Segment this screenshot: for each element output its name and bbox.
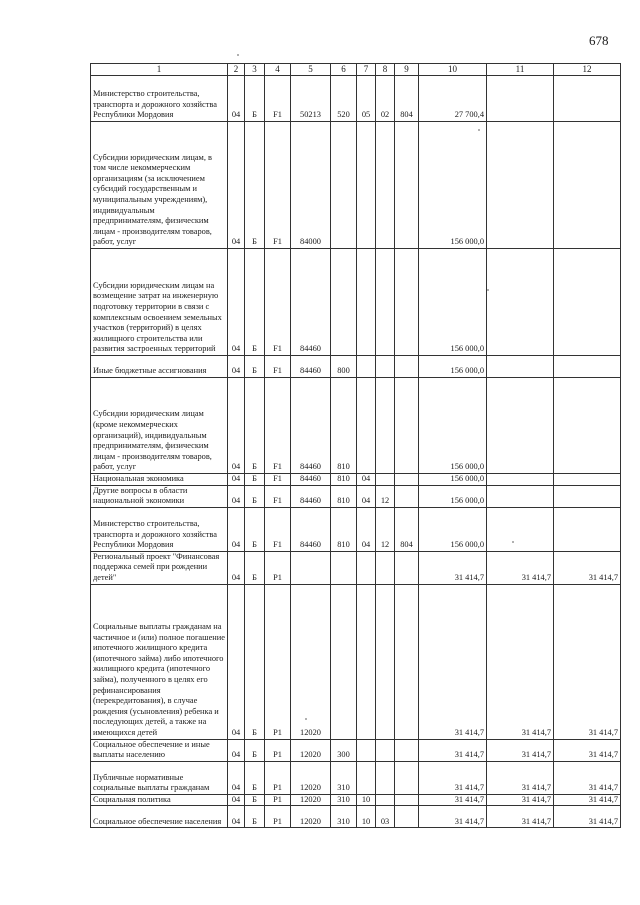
scan-speck	[512, 541, 514, 543]
table-row	[91, 356, 621, 378]
amount-cell: 31 414,7	[554, 551, 621, 584]
row-name-cell: Субсидии юридическим лицам, в том числе некоммерческим организациям (за исключением субсидий государственным и муниципальным учреждениям), индивидуальным предпринимателям, физическим лицам - производителям товаров, работ, услуг	[91, 122, 228, 249]
code-cell: 12020	[291, 794, 331, 806]
code-cell: 12020	[291, 761, 331, 794]
amount-cell: 31 414,7	[487, 739, 554, 761]
budget-table	[90, 63, 621, 828]
row-name-cell: Министерство строительства, транспорта и дорожного хозяйства Республики Мордовия	[91, 76, 228, 122]
amount-cell	[554, 122, 621, 249]
amount-cell: 31 414,7	[419, 806, 487, 828]
code-cell	[376, 551, 395, 584]
code-cell: 04	[228, 739, 245, 761]
table-row	[91, 507, 621, 551]
code-cell: Б	[245, 474, 265, 486]
amount-cell: 31 414,7	[487, 806, 554, 828]
header-cell: 3	[245, 64, 265, 76]
table-row	[91, 739, 621, 761]
code-cell: 300	[331, 739, 357, 761]
amount-cell	[554, 474, 621, 486]
code-cell	[376, 474, 395, 486]
code-cell: Б	[245, 739, 265, 761]
code-cell: 04	[357, 474, 376, 486]
amount-cell	[487, 474, 554, 486]
code-cell	[331, 584, 357, 739]
amount-cell	[487, 378, 554, 474]
row-name-cell: Социальное обеспечение и иные выплаты населению	[91, 739, 228, 761]
scan-speck	[305, 718, 307, 720]
amount-cell: 156 000,0	[419, 485, 487, 507]
row-name-cell: Социальная политика	[91, 794, 228, 806]
code-cell	[376, 122, 395, 249]
page-number: 678	[589, 33, 609, 48]
table-body	[91, 64, 621, 828]
amount-cell: 31 414,7	[419, 584, 487, 739]
code-cell: 50213	[291, 76, 331, 122]
amount-cell: 31 414,7	[419, 551, 487, 584]
code-cell: 12	[376, 507, 395, 551]
code-cell	[357, 761, 376, 794]
scan-speck	[487, 289, 489, 291]
table-row	[91, 249, 621, 356]
code-cell: 12020	[291, 584, 331, 739]
code-cell: 84460	[291, 474, 331, 486]
code-cell: 12020	[291, 739, 331, 761]
code-cell	[376, 249, 395, 356]
header-row	[91, 64, 621, 76]
table-row	[91, 761, 621, 794]
code-cell: 310	[331, 794, 357, 806]
code-cell	[376, 761, 395, 794]
amount-cell: 31 414,7	[487, 551, 554, 584]
code-cell: 04	[228, 584, 245, 739]
table-row	[91, 76, 621, 122]
code-cell	[395, 249, 419, 356]
code-cell	[331, 551, 357, 584]
code-cell: P1	[265, 584, 291, 739]
code-cell	[331, 249, 357, 356]
code-cell: 04	[228, 356, 245, 378]
table-row	[91, 378, 621, 474]
amount-cell: 31 414,7	[554, 806, 621, 828]
header-cell: 11	[487, 64, 554, 76]
code-cell	[395, 761, 419, 794]
amount-cell	[487, 485, 554, 507]
header-cell: 9	[395, 64, 419, 76]
row-name-cell: Национальная экономика	[91, 474, 228, 486]
code-cell	[395, 794, 419, 806]
code-cell	[376, 794, 395, 806]
code-cell: 04	[228, 806, 245, 828]
code-cell: 520	[331, 76, 357, 122]
row-name-cell: Социальное обеспечение населения	[91, 806, 228, 828]
code-cell	[395, 739, 419, 761]
amount-cell	[554, 507, 621, 551]
amount-cell: 156 000,0	[419, 122, 487, 249]
code-cell	[395, 485, 419, 507]
code-cell: 84460	[291, 378, 331, 474]
code-cell: F1	[265, 507, 291, 551]
amount-cell: 31 414,7	[487, 761, 554, 794]
code-cell	[395, 378, 419, 474]
amount-cell: 31 414,7	[487, 794, 554, 806]
amount-cell: 156 000,0	[419, 356, 487, 378]
header-cell: 6	[331, 64, 357, 76]
code-cell: Б	[245, 806, 265, 828]
code-cell	[376, 356, 395, 378]
code-cell: 05	[357, 76, 376, 122]
amount-cell: 156 000,0	[419, 507, 487, 551]
code-cell	[357, 739, 376, 761]
code-cell: 84460	[291, 249, 331, 356]
row-name-cell: Публичные нормативные социальные выплаты гражданам	[91, 761, 228, 794]
code-cell: 04	[228, 507, 245, 551]
amount-cell	[554, 249, 621, 356]
code-cell: Б	[245, 76, 265, 122]
code-cell: 04	[228, 551, 245, 584]
code-cell: 04	[228, 249, 245, 356]
code-cell: Б	[245, 249, 265, 356]
code-cell: Б	[245, 378, 265, 474]
code-cell	[357, 356, 376, 378]
code-cell: 810	[331, 378, 357, 474]
row-name-cell: Субсидии юридическим лицам на возмещение затрат на инженерную подготовку территории в связи с комплексным освоением земельных участков (территорий) в целях жилищного строительства или развития застроенных территорий	[91, 249, 228, 356]
amount-cell: 31 414,7	[554, 584, 621, 739]
row-name-cell: Другие вопросы в области национальной экономики	[91, 485, 228, 507]
code-cell: P1	[265, 794, 291, 806]
amount-cell: 31 414,7	[419, 739, 487, 761]
code-cell: P1	[265, 739, 291, 761]
header-cell: 10	[419, 64, 487, 76]
header-cell: 7	[357, 64, 376, 76]
amount-cell	[554, 378, 621, 474]
code-cell: P1	[265, 806, 291, 828]
code-cell	[395, 356, 419, 378]
scan-speck	[237, 54, 239, 56]
code-cell: F1	[265, 485, 291, 507]
scan-speck	[478, 129, 480, 131]
code-cell: 04	[228, 474, 245, 486]
amount-cell: 31 414,7	[419, 794, 487, 806]
table-row	[91, 584, 621, 739]
table-row	[91, 806, 621, 828]
amount-cell: 156 000,0	[419, 474, 487, 486]
row-name-cell: Субсидии юридическим лицам (кроме некоммерческих организаций), индивидуальным предпринимателям, физическим лицам - производителям товаров, работ, услуг	[91, 378, 228, 474]
code-cell	[395, 551, 419, 584]
code-cell: 804	[395, 76, 419, 122]
code-cell: Б	[245, 507, 265, 551]
code-cell: 12020	[291, 806, 331, 828]
code-cell: 10	[357, 794, 376, 806]
code-cell: 10	[357, 806, 376, 828]
code-cell	[376, 584, 395, 739]
code-cell: F1	[265, 356, 291, 378]
code-cell: 810	[331, 485, 357, 507]
header-cell: 2	[228, 64, 245, 76]
header-cell: 4	[265, 64, 291, 76]
code-cell	[357, 249, 376, 356]
code-cell: 04	[228, 794, 245, 806]
row-name-cell: Региональный проект "Финансовая поддержка семей при рождении детей"	[91, 551, 228, 584]
code-cell: F1	[265, 474, 291, 486]
amount-cell: 156 000,0	[419, 249, 487, 356]
code-cell	[291, 551, 331, 584]
code-cell: 04	[357, 507, 376, 551]
amount-cell	[554, 76, 621, 122]
code-cell: 84460	[291, 485, 331, 507]
amount-cell	[487, 356, 554, 378]
row-name-cell: Социальные выплаты гражданам на частичное и (или) полное погашение ипотечного жилищного кредита (ипотечного займа) либо ипотечного жилищного кредита (ипотечного займа), полученного в целях его рефинансирования (перекредитования), в случае рождения (усыновления) ребенка и последующих детей, а также на имеющихся детей	[91, 584, 228, 739]
code-cell	[357, 551, 376, 584]
code-cell: Б	[245, 794, 265, 806]
code-cell	[376, 739, 395, 761]
code-cell	[395, 584, 419, 739]
header-cell: 12	[554, 64, 621, 76]
code-cell: 12	[376, 485, 395, 507]
amount-cell	[554, 485, 621, 507]
code-cell	[357, 122, 376, 249]
table-row	[91, 122, 621, 249]
code-cell: Б	[245, 584, 265, 739]
table-row	[91, 485, 621, 507]
amount-cell	[487, 507, 554, 551]
code-cell: 810	[331, 507, 357, 551]
code-cell: 310	[331, 761, 357, 794]
code-cell	[395, 474, 419, 486]
code-cell	[395, 122, 419, 249]
table-row	[91, 794, 621, 806]
code-cell: 804	[395, 507, 419, 551]
code-cell: Б	[245, 485, 265, 507]
amount-cell: 31 414,7	[554, 739, 621, 761]
amount-cell: 31 414,7	[554, 794, 621, 806]
code-cell: Б	[245, 761, 265, 794]
amount-cell	[554, 356, 621, 378]
table-row	[91, 551, 621, 584]
row-name-cell: Министерство строительства, транспорта и дорожного хозяйства Республики Мордовия	[91, 507, 228, 551]
header-cell: 5	[291, 64, 331, 76]
amount-cell: 27 700,4	[419, 76, 487, 122]
code-cell: F1	[265, 249, 291, 356]
code-cell: 04	[228, 122, 245, 249]
code-cell	[357, 584, 376, 739]
code-cell: P1	[265, 761, 291, 794]
code-cell: 04	[228, 76, 245, 122]
code-cell	[357, 378, 376, 474]
code-cell	[331, 122, 357, 249]
amount-cell	[487, 249, 554, 356]
code-cell: F1	[265, 378, 291, 474]
code-cell: P1	[265, 551, 291, 584]
amount-cell: 31 414,7	[554, 761, 621, 794]
code-cell	[395, 806, 419, 828]
row-name-cell: Иные бюджетные ассигнования	[91, 356, 228, 378]
code-cell: 03	[376, 806, 395, 828]
code-cell: 02	[376, 76, 395, 122]
code-cell: 04	[228, 761, 245, 794]
code-cell: 04	[228, 485, 245, 507]
code-cell: 810	[331, 474, 357, 486]
amount-cell: 31 414,7	[487, 584, 554, 739]
code-cell: F1	[265, 122, 291, 249]
code-cell: 84460	[291, 507, 331, 551]
amount-cell: 31 414,7	[419, 761, 487, 794]
code-cell: Б	[245, 356, 265, 378]
code-cell: 04	[357, 485, 376, 507]
code-cell: F1	[265, 76, 291, 122]
code-cell: 84000	[291, 122, 331, 249]
amount-cell	[487, 122, 554, 249]
table-row	[91, 474, 621, 486]
amount-cell	[487, 76, 554, 122]
code-cell: Б	[245, 122, 265, 249]
code-cell: 800	[331, 356, 357, 378]
code-cell	[376, 378, 395, 474]
code-cell: 310	[331, 806, 357, 828]
amount-cell: 156 000,0	[419, 378, 487, 474]
code-cell: Б	[245, 551, 265, 584]
header-cell: 8	[376, 64, 395, 76]
header-cell: 1	[91, 64, 228, 76]
code-cell: 04	[228, 378, 245, 474]
code-cell: 84460	[291, 356, 331, 378]
